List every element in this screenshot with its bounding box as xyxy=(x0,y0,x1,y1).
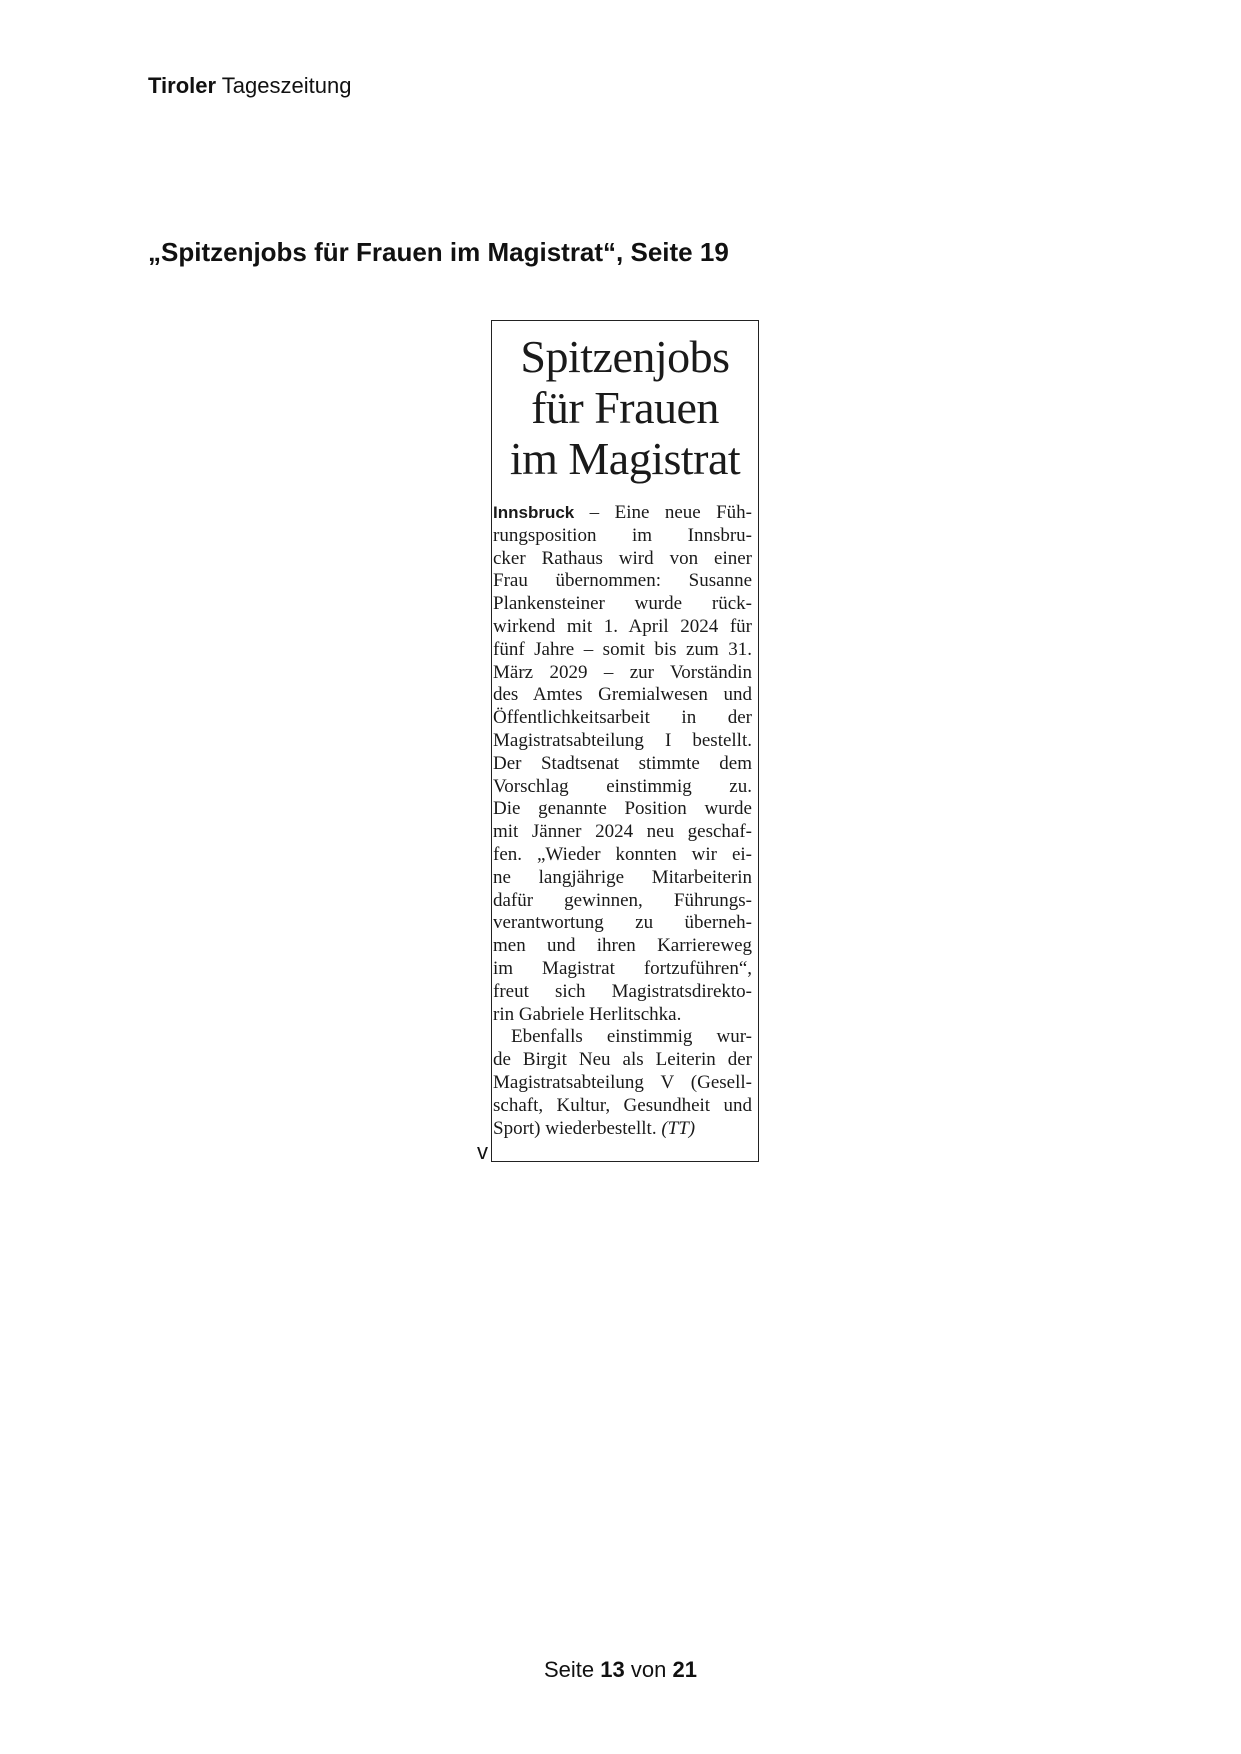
body-line: de Birgit Neu als Leiterin der xyxy=(493,1049,752,1071)
body-line: schaft, Kultur, Gesundheit und xyxy=(493,1094,752,1116)
total-page-count: 21 xyxy=(672,1657,697,1682)
body-line: rin Gabriele Herlitschka. xyxy=(493,1003,682,1025)
page-of-label: von xyxy=(630,1657,667,1682)
clipping-body xyxy=(492,502,758,1140)
body-line: Vorschlag einstimmig zu. xyxy=(493,775,752,797)
clipping-headline xyxy=(492,331,758,484)
body-line-text: – Eine neue Füh- xyxy=(574,502,752,523)
body-line: rungsposition im Innsbru- xyxy=(493,524,752,546)
body-line: Ebenfalls einstimmig wur- xyxy=(511,1026,752,1048)
current-page-number: 13 xyxy=(600,1657,625,1682)
publication-header xyxy=(148,72,351,100)
body-line: des Amtes Gremialwesen und xyxy=(493,684,752,706)
headline-line: für Frauen xyxy=(531,382,719,433)
body-line: März 2029 – zur Vorständin xyxy=(493,661,752,683)
body-line: Die genannte Position wurde xyxy=(493,798,752,820)
body-line: men und ihren Karriereweg xyxy=(493,935,752,957)
body-line xyxy=(493,502,752,525)
body-line xyxy=(493,1118,752,1141)
stray-mark: v xyxy=(477,1139,488,1164)
author-credit: (TT) xyxy=(661,1117,696,1139)
document-title: „Spitzenjobs für Frauen im Magistrat“, Seite 19 xyxy=(148,237,729,267)
dateline: Innsbruck xyxy=(493,503,575,522)
body-line: dafür gewinnen, Führungs- xyxy=(493,889,752,911)
body-line: verantwortung zu überneh- xyxy=(493,912,752,934)
newspaper-clipping xyxy=(491,320,759,1162)
page-label: Seite xyxy=(544,1657,595,1682)
body-line: fünf Jahre – somit bis zum 31. xyxy=(493,638,752,660)
body-line: Magistratsabteilung V (Gesell- xyxy=(493,1071,752,1093)
body-line: fen. „Wieder konnten wir ei- xyxy=(493,843,752,865)
body-line-text: Sport) wiederbestellt. xyxy=(493,1117,662,1139)
page-footer xyxy=(0,1656,1241,1684)
headline-line: im Magistrat xyxy=(509,433,741,484)
body-line: Öffentlichkeitsarbeit in der xyxy=(493,707,752,729)
body-line: Der Stadtsenat stimmte dem xyxy=(493,752,752,774)
body-line: mit Jänner 2024 neu geschaf- xyxy=(493,821,752,843)
publication-name-bold: Tiroler xyxy=(148,73,217,98)
body-line: freut sich Magistratsdirekto- xyxy=(493,980,752,1002)
body-line: Magistratsabteilung I bestellt. xyxy=(493,729,752,751)
body-line: Frau übernommen: Susanne xyxy=(493,570,752,592)
body-line: Plankensteiner wurde rück- xyxy=(493,593,752,615)
headline-line: Spitzenjobs xyxy=(520,331,730,382)
body-line: ne langjährige Mitarbeiterin xyxy=(493,866,752,888)
publication-name-rest: Tageszeitung xyxy=(221,73,352,98)
body-line: wirkend mit 1. April 2024 für xyxy=(493,615,752,637)
body-line: cker Rathaus wird von einer xyxy=(493,547,752,569)
body-line: im Magistrat fortzuführen“, xyxy=(493,957,752,979)
